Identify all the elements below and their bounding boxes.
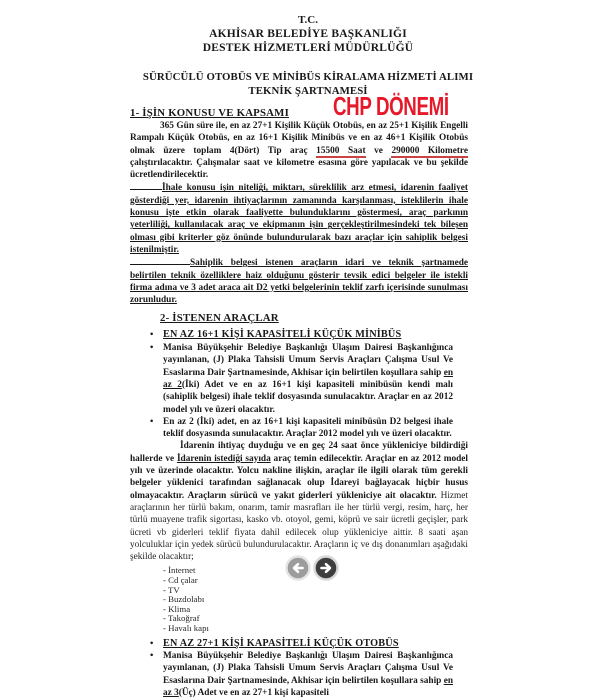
para-vehicle-terms-underline: İdarenin istediği sayıda	[176, 453, 271, 464]
para-work-scope	[130, 120, 468, 181]
para-vehicle-terms	[130, 440, 468, 563]
para-ownership-docs-text: Sahiplik belgesi istenen araçların idari ve teknik şartnamede belirtilen teknik özelliklere haiz olduğunu gösterir tevsik edici belgeler ile istekli firma adına ve 3 adet araca ait D2 yetki belgelerinin teklif zarfı içerisinde sunulması zorunludur.	[130, 258, 468, 306]
prev-arrow-button[interactable]	[285, 555, 311, 581]
tab-underline	[130, 181, 162, 190]
tab-underline	[130, 256, 190, 265]
doc-title-line2: TEKNİK ŞARTNAMESİ	[248, 84, 368, 97]
para-ownership-docs	[130, 256, 468, 306]
bullet-icon: •	[150, 343, 154, 354]
equipment-item: - Buzdolabı	[163, 594, 205, 605]
document-header	[0, 0, 616, 98]
bullet-icon: •	[150, 330, 154, 341]
minibus-title: EN AZ 16+1 KİŞİ KAPASİTELİ KÜÇÜK MİNİBÜS	[163, 329, 402, 341]
equipment-item: - Havalı kapı	[163, 622, 209, 633]
para-vehicle-terms-seg: araç temin edilecektir. Araçlar en az 2012 model yılı ve üzerinde olacaktır. Yolcu nakline ilişkin, araçlar ile ilgili olarak tüm gerekli belgeler yüklenici tarafından sağlanacak olup İdareyi bağlayacak hiçbir husus olmayacaktır. Araçların sürücü ve yakıt giderleri yükleniciye ait olacaktır.	[130, 453, 468, 501]
para-tender-criteria	[130, 181, 468, 256]
para-vehicle-terms-regular: Hizmet araçlarının her türlü bakım, onarım, tamir masrafları ile her türlü vergi, resim, harç, her türlü muayene trafik sigortası, kasko vb. otoyol, gemi, köprü ve sair ücretli geçişler, park ücreti vb giderleri teklif fiyata dahil edilecek olup yükleniciye aittir. 8 saati aşan yolculuklar için yedek sürücü bulundurulacaktır. Araçların iç ve dış donanımları aşağıdaki şekilde olacaktır;	[130, 490, 468, 563]
minibus-item-1-seg: Manisa Büyükşehir Belediye Başkanlığı Ulaşım Dairesi Başkanlığınca yayınlanan, (J) Plaka Tahsisli Umum Servis Araçları Çalışma Usul Ve Esaslarına Dair Şartnamesinde, Akhisar için belirtilen koşullara sahip	[163, 343, 453, 378]
highlight-kilometers: 290000 Kilometre	[391, 146, 468, 159]
minibus-item-1-text	[163, 342, 453, 416]
section-2-heading: 2- İSTENEN ARAÇLAR	[160, 312, 279, 325]
equipment-item: - Takoğraf	[163, 613, 200, 624]
minibus-item-1-seg: (İki) Adet ve en az 16+1 kişi kapasiteli minibüsün kendi malı (sahiplik belgesi) ihale teklif dosyasında sunulacaktır. Araçlar en az 2012 model yılı ve üzeri olacaktır.	[163, 379, 453, 415]
equipment-item: - Cd çalar	[163, 574, 198, 585]
document-body	[130, 91, 469, 699]
org-name: AKHİSAR BELEDİYE BAŞKANLIĞI	[209, 28, 407, 40]
chp-stamp: CHP DÖNEMİ	[333, 91, 449, 121]
equipment-item: - TV	[163, 584, 180, 595]
para-work-scope-text: çalıştırılacaktır. Çalışmalar saat ve kilometre esasına göre yapılacak ve bu şekilde ücretlendirilecektir.	[130, 157, 468, 181]
bus-item-1-underline: en az 3	[163, 675, 453, 699]
minibus-item-2-text: En az 2 (İki) adet, en az 16+1 kişi kapasiteli minibüsün D2 belgesi ihale teklif dosyasında sunulacaktır. Araçlar 2012 model yılı ve üzeri olacaktır.	[163, 416, 453, 440]
arrow-right-icon	[313, 555, 339, 581]
bullet-icon: •	[150, 638, 154, 649]
tc-line: T.C.	[298, 14, 318, 26]
dept-name: DESTEK HİZMETLERİ MÜDÜRLÜĞÜ	[202, 42, 414, 54]
minibus-item-1	[130, 342, 468, 416]
carousel-nav	[285, 555, 339, 581]
bus-item-1-seg: Manisa Büyükşehir Belediye Başkanlığı Ulaşım Dairesi Başkanlığınca yayınlanan, (J) Plaka Tahsisli Umum Servis Araçları Çalışma Usul Ve Esaslarına Dair Şartnamesinde, Akhisar için belirtilen koşullara sahip	[163, 651, 453, 686]
para-tender-criteria-text: İhale konusu işin niteliği, miktarı, süreklilik arz etmesi, idarenin faaliyet gösterdiği yer, idarenin ihtiyaçlarının zamanında karşılanması, isteklilerin ihale konusu işte etkin olarak faaliyette bulunduklarını göstermesi, araç parkının yeterliliği, kullanılacak araç ve ekipmanın işin gerçekleştirilmesindeki tek bileşen olması gibi kriterler göz önünde bulundurularak bazı araçlar için sahiplik belgesi istenilmiştir.	[130, 183, 468, 255]
highlight-hours: 15500 Saat	[316, 146, 365, 159]
bullet-icon: •	[150, 651, 154, 662]
bullet-icon: •	[150, 416, 154, 427]
bus-item-1	[130, 650, 468, 699]
bus-title: EN AZ 27+1 KİŞİ KAPASİTELİ KÜÇÜK OTOBÜS	[163, 637, 399, 649]
minibus-item-1-underline: en az 2	[163, 367, 453, 390]
arrow-left-icon	[285, 555, 311, 581]
para-work-scope-text: 365 Gün süre ile, en az 27+1 Kişilik Küçük Otobüs, en az 25+1 Kişilik Engelli Rampalı Küçük Otobüs, en az 16+1 Kişilik Minibüs ve en az 46+1 Kişilik Otobüs olmak üzere toplam 4(Dört) Tip araç	[130, 121, 468, 156]
bus-title-row	[130, 638, 468, 651]
next-arrow-button[interactable]	[313, 555, 339, 581]
minibus-title-row	[130, 329, 468, 342]
doc-title-line1: SÜRÜCÜLÜ OTOBÜS VE MİNİBÜS KİRALAMA HİZMETİ ALIMI	[142, 71, 474, 83]
equipment-item: - Klima	[163, 603, 191, 614]
equipment-item: - İnternet	[163, 565, 196, 576]
bus-item-1-text	[163, 650, 453, 699]
para-work-scope-text: ve	[365, 145, 392, 156]
para-vehicle-terms-seg: İdarenin ihtiyaç duyduğu ve en geç 24 saat önce yükleniciye bildirdiği hallerde ve	[130, 441, 468, 464]
minibus-item-2	[130, 416, 468, 441]
bus-item-1-seg: (Üç) Adet ve en az 27+1 kişi kapasiteli	[178, 688, 329, 699]
section-1-heading: 1- İŞİN KONUSU VE KAPSAMI	[130, 107, 289, 119]
